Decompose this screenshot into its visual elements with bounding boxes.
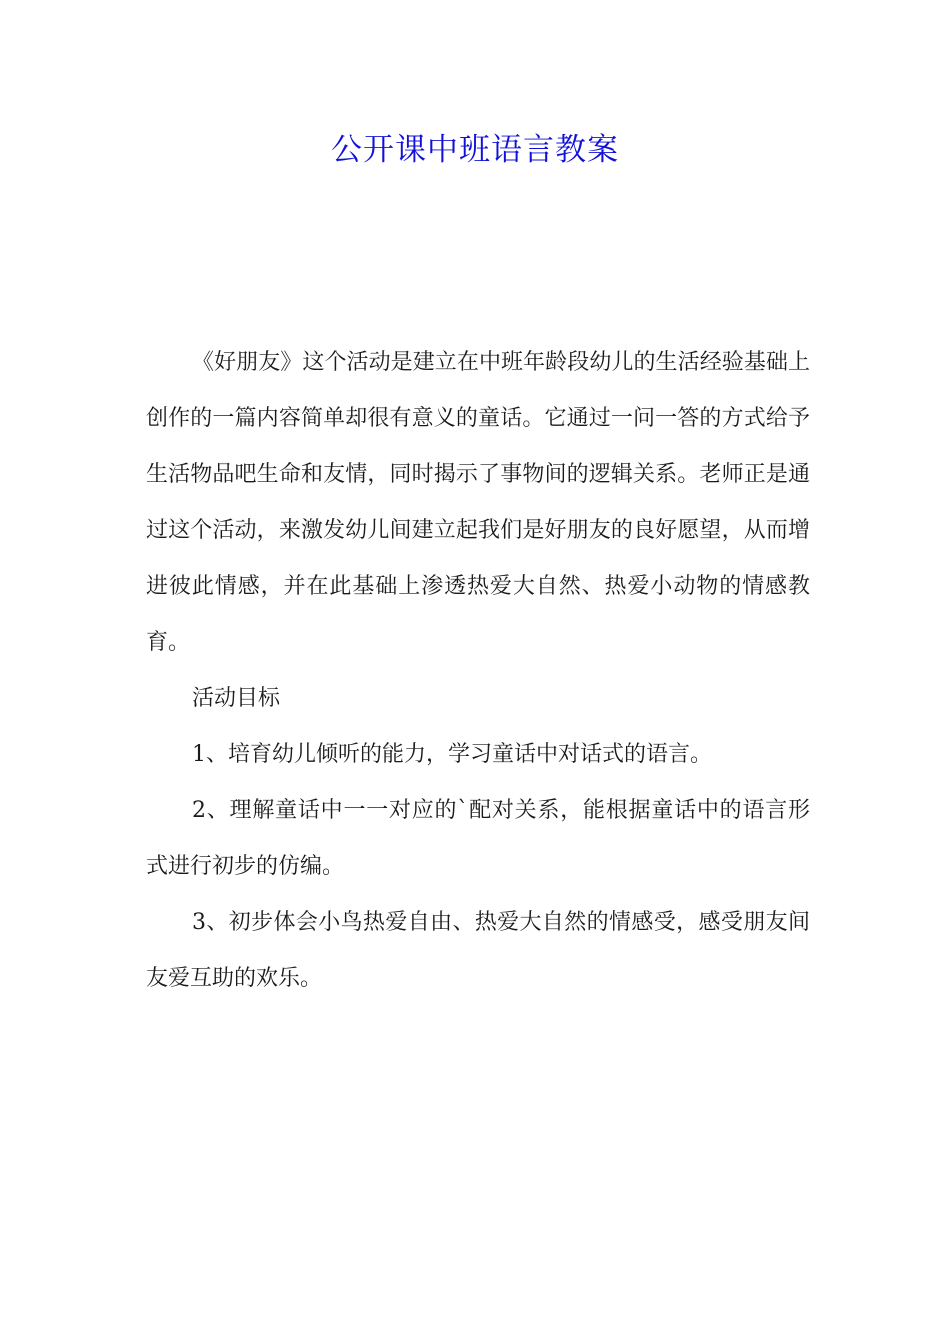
- goal-item-1: 1、培育幼儿倾听的能力，学习童话中对话式的语言。: [192, 742, 712, 767]
- intro-paragraph: 《好朋友》这个活动是建立在中班年龄段幼儿的生活经验基础上创作的一篇内容简单却很有意义的童话。它通过一问一答的方式给予生活物品吧生命和友情，同时揭示了事物间的逻辑关系。老师正是通过这个活动，来激发幼儿间建立起我们是好朋友的良好愿望，从而增进彼此情感，并在此基础上渗透热爱大自然、热爱小动物的情感教育。: [146, 350, 810, 655]
- section-heading-goals: 活动目标: [192, 686, 281, 711]
- document-title: 公开课中班语言教案: [331, 132, 619, 168]
- document-body: [146, 335, 810, 1007]
- goal-item-3: 3、初步体会小鸟热爱自由、热爱大自然的情感受，感受朋友间友爱互助的欢乐。: [146, 910, 810, 991]
- goal-item-2: 2、理解童话中一一对应的`配对关系，能根据童话中的语言形式进行初步的仿编。: [146, 798, 810, 879]
